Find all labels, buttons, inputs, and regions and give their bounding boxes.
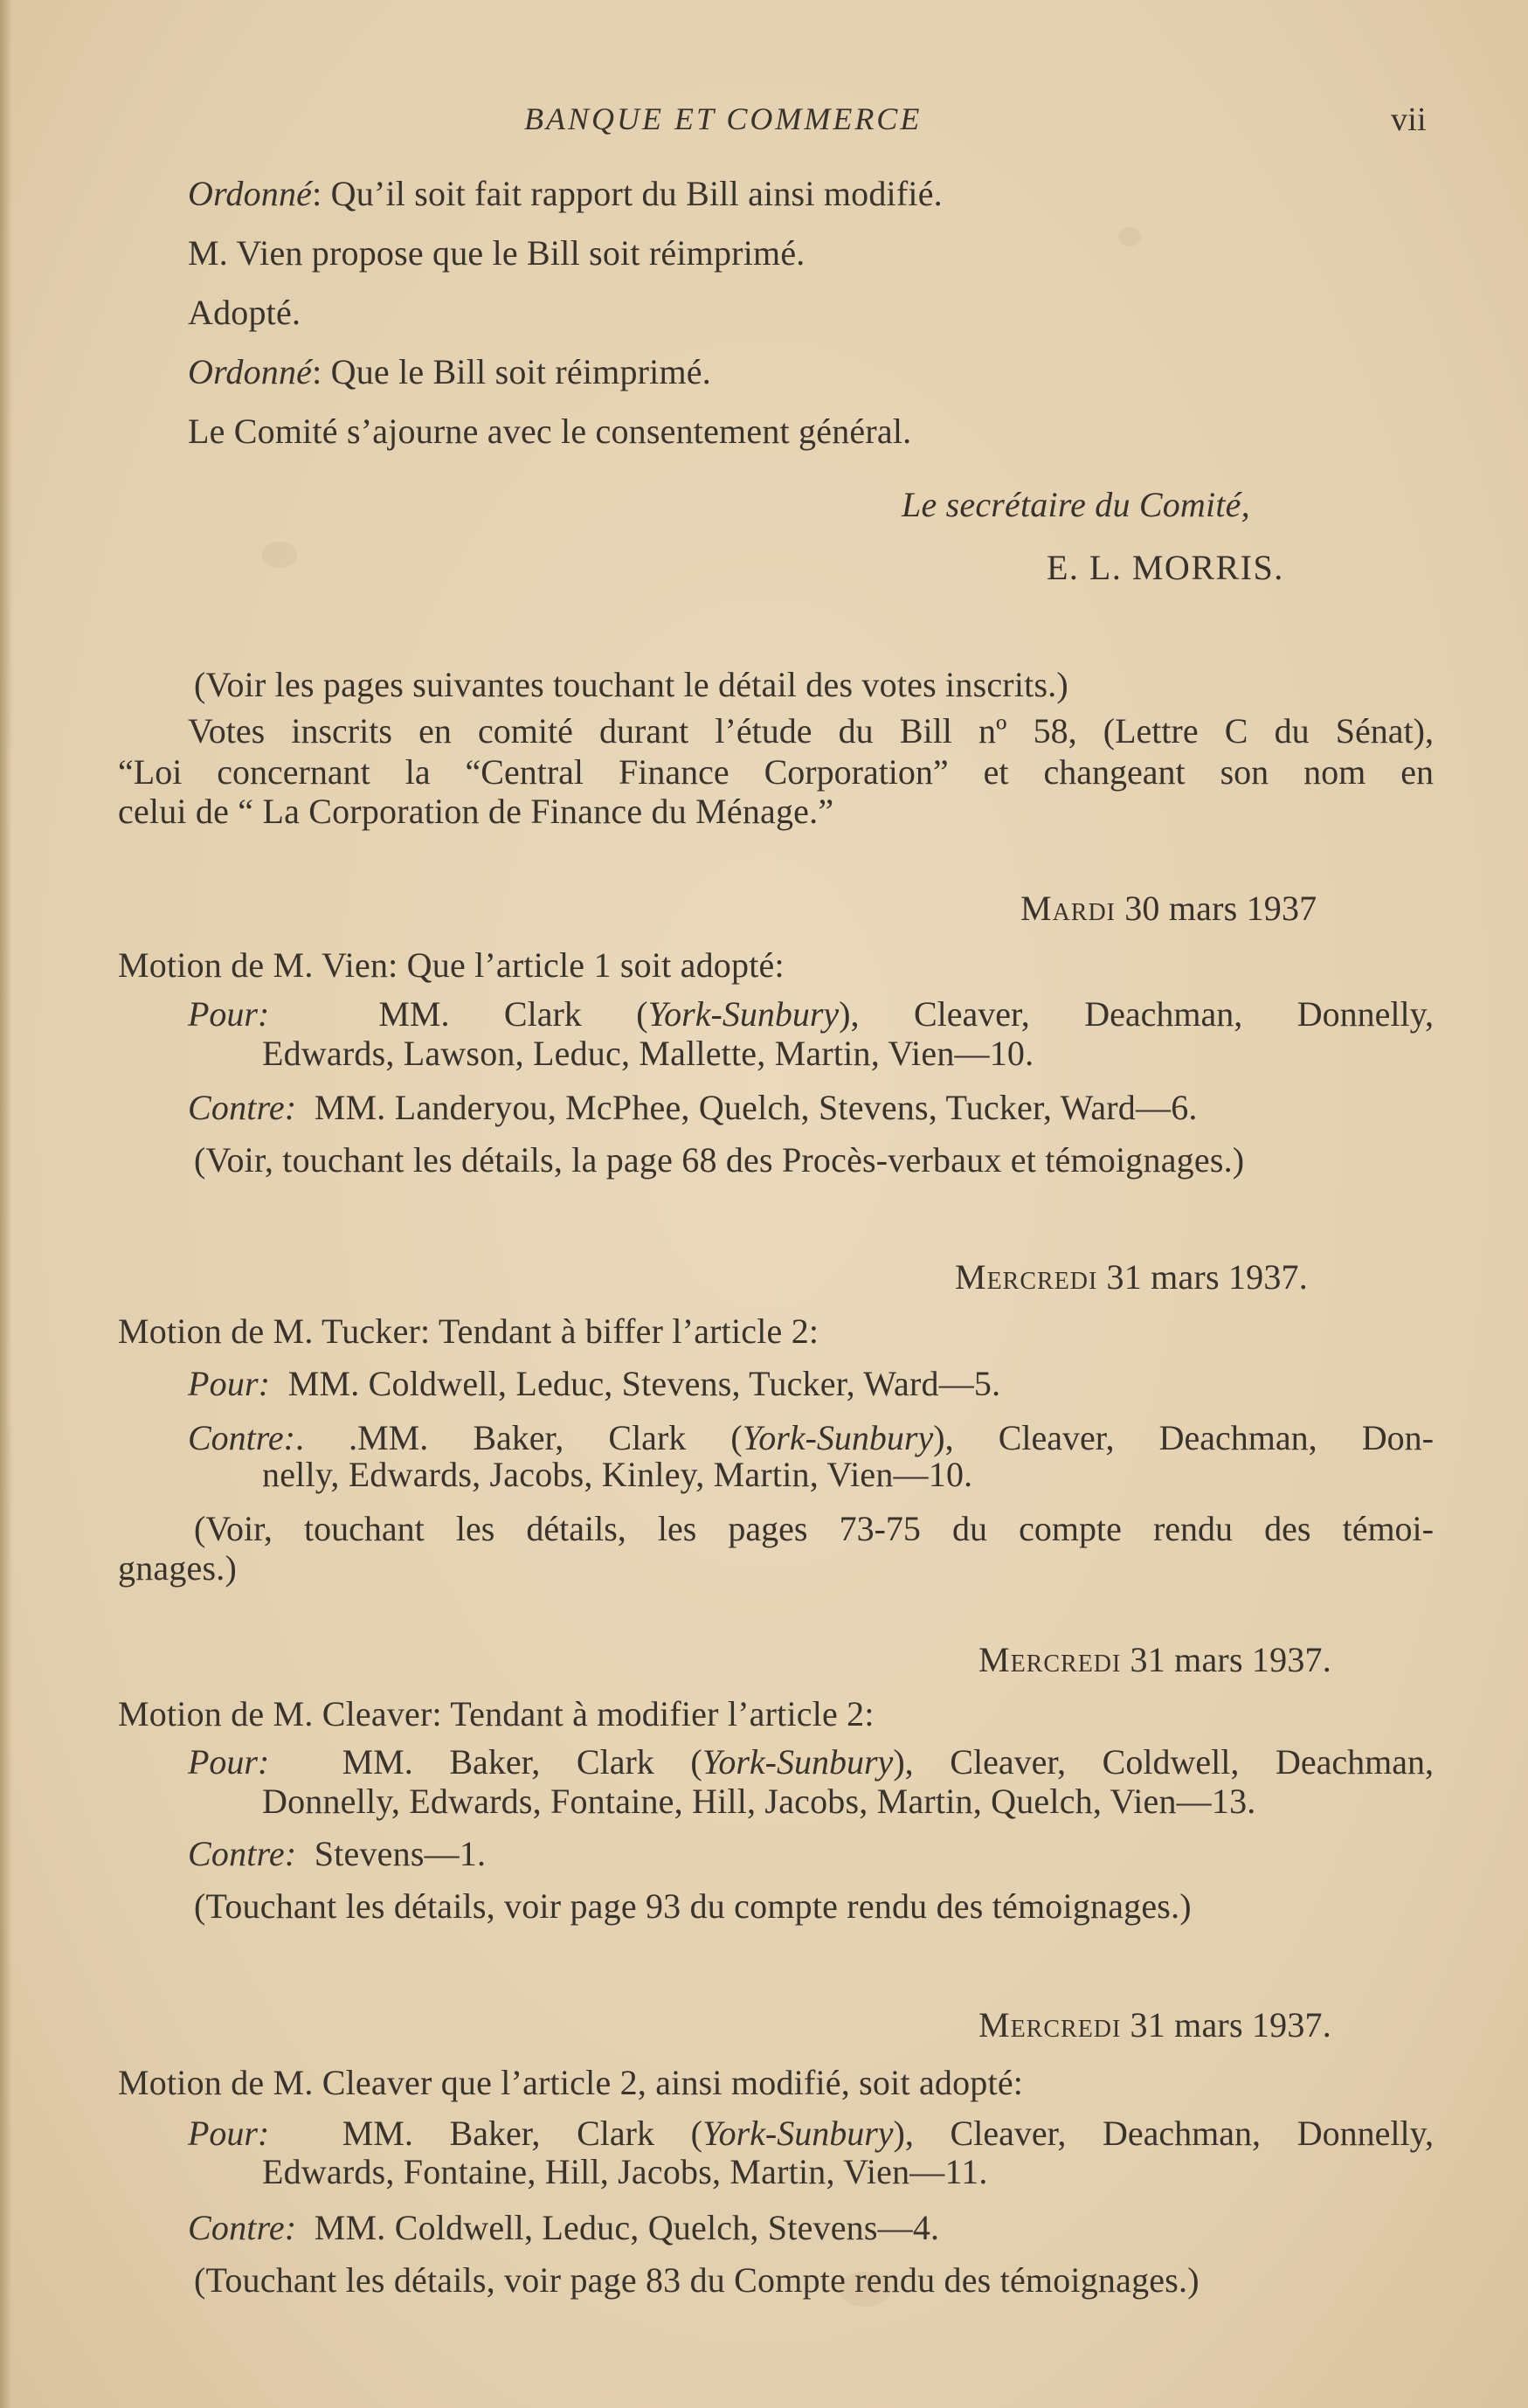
signature-name: E. L. MORRIS.: [1047, 548, 1284, 587]
contre-text: MM. Coldwell, Leduc, Quelch, Stevens—4.: [314, 2208, 940, 2247]
signature-role: Le secrétaire du Comité,: [902, 485, 1250, 524]
page-edge-shadow: [0, 0, 12, 2408]
ordered-label: Ordonné: [188, 174, 313, 213]
riding-name: York-Sunbury: [702, 2114, 894, 2153]
vote-date-rest: 31 mars 1937.: [1121, 2005, 1331, 2045]
vote-motion: Motion de M. Cleaver que l’article 2, ainsi modifié, soit adopté:: [118, 2063, 1024, 2102]
vote-motion: Motion de M. Cleaver: Tendant à modifier l’article 2:: [118, 1694, 875, 1733]
vote-contre-line: [188, 1419, 1434, 1457]
pour-text: MM. Clark (: [378, 994, 648, 1034]
vote-contre-line: nelly, Edwards, Jacobs, Kinley, Martin, Vien—10.: [262, 1455, 973, 1494]
contre-label: Contre:: [188, 1088, 297, 1127]
pour-text: ), Cleaver, Deachman, Donnelly,: [893, 2114, 1434, 2153]
vote-date-day: Mercredi: [955, 1257, 1098, 1297]
vote-date-rest: 30 mars 1937: [1116, 889, 1317, 928]
pour-label: Pour:: [188, 2114, 270, 2153]
pour-label: Pour:: [188, 994, 270, 1034]
contre-text: ), Cleaver, Deachman, Don-: [933, 1418, 1434, 1457]
vote-date-rest: 31 mars 1937.: [1097, 1257, 1308, 1297]
vote-note: (Voir, touchant les détails, la page 68 des Procès-verbaux et témoignages.): [194, 1140, 1245, 1180]
proceedings-line-adopted: Adopté.: [188, 293, 301, 332]
vote-date: [978, 2005, 1331, 2045]
vote-pour-line: [188, 2114, 1434, 2153]
vote-pour-line: [188, 995, 1434, 1034]
vote-pour-line: [188, 1743, 1434, 1782]
vote-motion: Motion de M. Vien: Que l’article 1 soit adopté:: [118, 945, 785, 985]
vote-note: (Touchant les détails, voir page 83 du Compte rendu des témoignages.): [194, 2260, 1200, 2300]
paper-stain: [1118, 227, 1141, 246]
contre-label: Contre:: [188, 2208, 297, 2247]
vote-pour-line: [188, 1364, 1001, 1403]
vote-date: [978, 1640, 1331, 1679]
vote-pour-line: Edwards, Lawson, Leduc, Mallette, Martin, Vien—10.: [262, 1034, 1034, 1073]
contre-label: Contre:: [188, 1418, 295, 1457]
pour-label: Pour:: [188, 1364, 271, 1403]
pour-label: Pour:: [188, 1742, 270, 1782]
vote-note: gnages.): [118, 1548, 237, 1588]
vote-motion: Motion de M. Tucker: Tendant à biffer l’article 2:: [118, 1311, 819, 1351]
contre-label: Contre:: [188, 1834, 297, 1873]
intro-line: “Loi concernant la “Central Finance Corporation” et changeant son nom en: [118, 752, 1434, 792]
vote-date-rest: 31 mars 1937.: [1121, 1640, 1331, 1679]
proceedings-line-ordered-reprint: [188, 352, 711, 391]
vote-date-day: Mercredi: [978, 1640, 1122, 1679]
vote-contre-line: [188, 1834, 487, 1873]
riding-name: York-Sunbury: [647, 994, 840, 1034]
proceedings-line-reprint-motion: M. Vien propose que le Bill soit réimprimé.: [188, 233, 805, 273]
vote-date-day: Mercredi: [978, 2005, 1122, 2045]
ordered-text: : Qu’il soit fait rapport du Bill ainsi modifié.: [312, 174, 943, 213]
paper-stain: [262, 542, 297, 568]
vote-contre-line: [188, 2208, 940, 2247]
running-title: BANQUE ET COMMERCE: [524, 101, 923, 136]
pour-text: ), Cleaver, Deachman, Donnelly,: [839, 994, 1434, 1034]
vote-pour-line: Edwards, Fontaine, Hill, Jacobs, Martin, Vien—11.: [262, 2152, 988, 2191]
vote-pour-line: Donnelly, Edwards, Fontaine, Hill, Jacobs, Martin, Quelch, Vien—13.: [262, 1782, 1256, 1821]
vote-date-day: Mardi: [1020, 889, 1117, 928]
page-number: vii: [1391, 101, 1427, 138]
pour-text: MM. Baker, Clark (: [342, 2114, 702, 2153]
contre-text: Stevens—1.: [314, 1834, 487, 1873]
contre-text: MM. Landeryou, McPhee, Quelch, Stevens, Tucker, Ward—6.: [314, 1088, 1198, 1127]
intro-line: celui de “ La Corporation de Finance du Ménage.”: [118, 792, 834, 831]
vote-date: [1020, 891, 1317, 926]
vote-contre-line: [188, 1090, 1198, 1125]
vote-note: (Voir, touchant les détails, les pages 73-75 du compte rendu des témoi-: [194, 1509, 1434, 1548]
proceedings-line-adjourn: Le Comité s’ajourne avec le consentement général.: [188, 412, 912, 451]
contre-text: . .MM. Baker, Clark (: [294, 1418, 743, 1457]
ordered-text: : Que le Bill soit réimprimé.: [312, 352, 711, 391]
pour-text: MM. Coldwell, Leduc, Stevens, Tucker, Ward—5.: [287, 1364, 1001, 1403]
pour-text: MM. Baker, Clark (: [342, 1742, 702, 1782]
vote-date: [955, 1257, 1308, 1297]
intro-note: (Voir les pages suivantes touchant le détail des votes inscrits.): [194, 665, 1068, 704]
riding-name: York-Sunbury: [742, 1418, 934, 1457]
ordered-label: Ordonné: [188, 352, 313, 391]
riding-name: York-Sunbury: [702, 1742, 894, 1782]
pour-text: ), Cleaver, Coldwell, Deachman,: [893, 1742, 1434, 1782]
intro-line: Votes inscrits en comité durant l’étude du Bill nº 58, (Lettre C du Sénat),: [188, 711, 1434, 751]
proceedings-line-ordered-report: [188, 176, 943, 211]
vote-note: (Touchant les détails, voir page 93 du compte rendu des témoignages.): [194, 1886, 1192, 1926]
